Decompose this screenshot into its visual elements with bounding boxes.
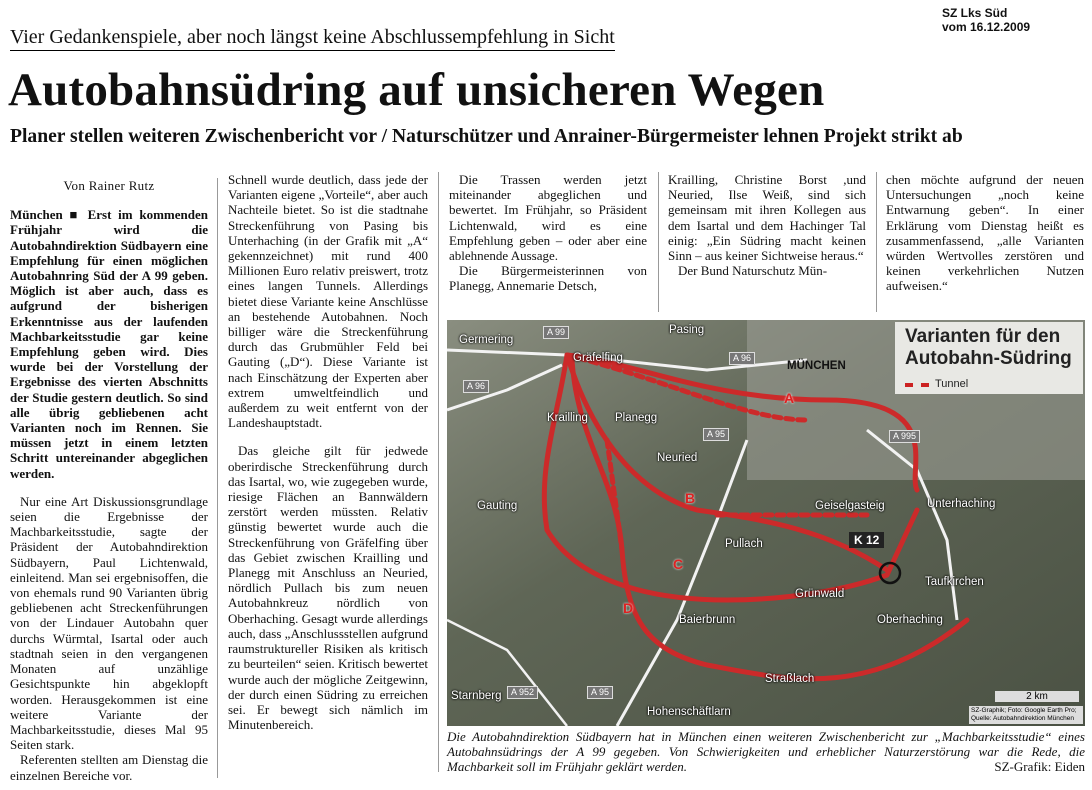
- legend-tunnel: Tunnel: [935, 378, 969, 390]
- lead-paragraph: München ■ Erst im kommenden Frühjahr wird die Autobahndirektion Südbayern eine Empfehlung für einen möglichen Autobahnring Süd der A 99 geben. Möglich ist aber auch, dass es aufgrund der bisherigen Erkenntnisse aus der laufenden Machbarkeitsstudie gar keine Empfehlung geben wird. Dies wurde bei der Vorstellung der Ergebnisse des vierten Abschnitts der Studie gestern deutlich. So sind alle übrig gebliebenen acht Varianten noch im Rennen. Sie müssen jetzt in einem letzten Schritt untereinander abgeglichen werden.: [10, 207, 208, 481]
- route-label-a: A: [784, 390, 795, 406]
- column-2: [228, 172, 428, 732]
- place-label: Pasing: [669, 324, 705, 336]
- place-label: Neuried: [657, 452, 698, 464]
- junction-label: K 12: [849, 532, 884, 548]
- paragraph: Krailling, Christine Borst ,und Neuried, Ilse Weiß, sind sich gemeinsam mit ihren Kollegen aus dem Isartal und dem Hachinger Tal einig: „Ein Südring macht keinen Sinn – aus keiner Sichtweise heraus.“: [668, 172, 866, 264]
- place-label: Krailling: [547, 412, 588, 424]
- place-label: Baierbrunn: [679, 614, 736, 626]
- autobahn-shield: A 96: [463, 380, 489, 393]
- paragraph: Die Bürgermeisterinnen von Planegg, Annemarie Detsch,: [449, 263, 647, 294]
- paragraph: Referenten stellten am Dienstag die einzelnen Bereiche vor.: [10, 752, 208, 783]
- column-divider: [217, 178, 218, 778]
- map-credit: SZ-Graphik; Foto: Google Earth Pro; Quelle: Autobahndirektion München: [969, 706, 1083, 724]
- autobahn-shield: A 995: [889, 430, 920, 443]
- place-label: Geiselgasteig: [815, 500, 885, 512]
- autobahn-shield: A 952: [507, 686, 538, 699]
- place-label: Unterhaching: [927, 498, 996, 510]
- source-line-2: vom 16.12.2009: [942, 20, 1031, 34]
- paragraph: chen möchte aufgrund der neuen Untersuchungen „noch keine Entwarnung geben“. In einer Erklärung vom Dienstag heißt es zusammenfassend, „alle Varianten würden Wertvolles zerstören und keinen verkehrlichen Nutzen aufweisen.“: [886, 172, 1084, 294]
- autobahn-shield: A 95: [587, 686, 613, 699]
- paragraph: Das gleiche gilt für jedwede oberirdische Streckenführung durch das Isartal, wo, wie zugegeben wurde, riesige Flächen an Bannwäldern zerstört werden müssten. Relativ günstig bewertet wurde auch die Streckenführung von Gräfelfing über das Gebiet zwischen Krailling und Planegg mit Anschluss an Neuried, nördlich Pullach bis zum neuen Autobahnkreuz nördlich von Oberhaching. Gesagt wurde allerdings auch, dass „Anschlussstellen aufgrund raumstruktureller Risiken als kritisch zu beurteilen“ seien. Kritisch bewertet wurde auch der mögliche Zeitgewinn, der durch einen Südring zu erreichen sei. Er bewegt sich nämlich im Minutenbereich.: [228, 443, 429, 733]
- caption-text: Die Autobahndirektion Südbayern hat in München einen weiteren Zwischenbericht zur „Machbarkeitsstudie“ eines Autobahnsüdrings der A 99 gegeben. Von Schwierigkeiten und erheblicher Naturzerstörung war die Rede, die Machbarkeit soll im Frühjahr geklärt werden.: [447, 729, 1085, 774]
- place-label: Planegg: [615, 412, 658, 424]
- column-1: [10, 178, 208, 783]
- autobahn-shield: A 99: [543, 326, 569, 339]
- place-label: Starnberg: [451, 690, 502, 702]
- autobahn-shield: A 95: [703, 428, 729, 441]
- caption-credit: SZ-Grafik: Eiden: [994, 759, 1085, 774]
- tunnel-swatch: [905, 383, 929, 387]
- paragraph: Schnell wurde deutlich, dass jede der Varianten eigene „Vorteile“, aber auch Nachteile bietet. So ist die stadtnahe Streckenführung von Pasing bis Unterhaching (in der Grafik mit „A“ gekennzeichnet) mit rund 400 Millionen Euro relativ preiswert, trotz eines langen Tunnels. Allerdings bietet diese Variante keine Anschlüsse an bestehende Autobahnen. Noch billiger wäre die Streckenführung durch das Grubmühler Feld bei Gauting („D“). Diese Variante ist nach Einschätzung der Experten aber extrem umweltfeindlich und außerdem zu weit entfernt von der Landeshauptstadt.: [228, 172, 428, 431]
- route-map: [447, 320, 1085, 726]
- source-line-1: SZ Lks Süd: [942, 6, 1008, 20]
- column-5: [886, 172, 1084, 294]
- place-label: Straßlach: [765, 673, 815, 685]
- place-label: Taufkirchen: [925, 576, 984, 588]
- place-label: Gauting: [477, 500, 518, 512]
- column-divider: [438, 172, 439, 772]
- column-4: [668, 172, 866, 278]
- column-3: [449, 172, 647, 294]
- subheadline: Planer stellen weiteren Zwischenbericht vor / Naturschützer und Anrainer-Bürgermeister lehnen Projekt strikt ab: [10, 126, 963, 147]
- paragraph: Der Bund Naturschutz Mün-: [678, 263, 828, 279]
- column-divider: [876, 172, 877, 312]
- place-label: Oberhaching: [877, 614, 943, 626]
- map-caption: [447, 729, 1085, 774]
- place-label: MÜNCHEN: [787, 360, 846, 372]
- place-label: Germering: [459, 334, 514, 346]
- kicker: Vier Gedankenspiele, aber noch längst keine Abschlussempfehlung in Sicht: [10, 26, 615, 51]
- column-divider: [658, 172, 659, 312]
- byline: Von Rainer Rutz: [63, 178, 155, 193]
- place-label: Gräfelfing: [573, 352, 623, 364]
- place-label: Grünwald: [795, 588, 845, 600]
- place-label: Hohenschäftlarn: [647, 706, 731, 718]
- map-legend: [895, 322, 1083, 394]
- route-label-c: C: [673, 556, 684, 572]
- headline: Autobahnsüdring auf unsicheren Wegen: [8, 64, 825, 116]
- place-label: Pullach: [725, 538, 763, 550]
- paragraph: Die Trassen werden jetzt miteinander abgeglichen und bewertet. Im Frühjahr, so Präsident Lichtenwald, wird es eine Empfehlung geben – oder aber eine ablehnende Aussage.: [449, 172, 647, 264]
- route-label-b: B: [685, 490, 696, 506]
- autobahn-shield: A 96: [729, 352, 755, 365]
- legend-title-1: Varianten für den: [905, 326, 1061, 347]
- source-note: [942, 6, 1092, 34]
- route-label-d: D: [623, 600, 634, 616]
- map-scale: 2 km: [995, 691, 1079, 702]
- paragraph: Nur eine Art Diskussionsgrundlage seien die Ergebnisse der Machbarkeitsstudie, sagte der Präsident der Autobahndirektion Südbayern, Paul Lichtenwald, einleitend. Man sei ergebnisoffen, die von ehemals rund 90 Varianten übrig gebliebenen acht Streckenführungen von der Lindauer Autobahn quer durchs Würmtal, Isartal oder auch stadtnah seien in den vergangenen Monaten auf unzählige Gesichtspunkte hin abgeklopft worden. Herausgekommen ist eine weitere Variante der Machbarkeitsstudie, dieses Mal 95 Seiten stark.: [10, 493, 208, 753]
- legend-title-2: Autobahn-Südring: [905, 348, 1072, 369]
